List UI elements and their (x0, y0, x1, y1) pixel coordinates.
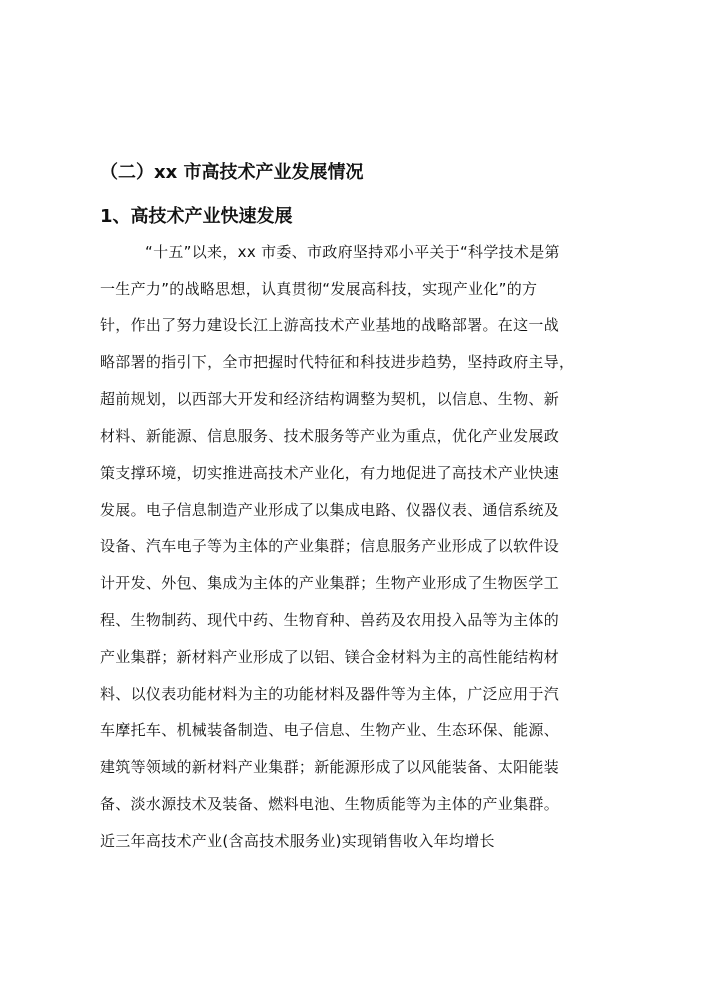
paragraph-line: 产业集群；新材料产业形成了以铝、镁合金材料为主的高性能结构材 (100, 648, 560, 666)
paragraph-line: 针，作出了努力建设长江上游高技术产业基地的战略部署。在这一战 (100, 316, 560, 334)
paragraph-line: 一生产力”的战略思想，认真贯彻“发展高科技，实现产业化”的方 (100, 280, 538, 298)
paragraph-line: 发展。电子信息制造产业形成了以集成电路、仪器仪表、通信系统及 (100, 501, 560, 519)
paragraph-line: 备、淡水源技术及装备、燃料电池、生物质能等为主体的产业集群。 (100, 795, 560, 813)
subheading: 1、高技术产业快速发展 (100, 206, 293, 227)
section-heading: （二）xx 市高技术产业发展情况 (100, 162, 364, 183)
paragraph-line: 程、生物制药、现代中药、生物育种、兽药及农用投入品等为主体的 (100, 611, 560, 629)
paragraph-line: “十五”以来，xx 市委、市政府坚持邓小平关于“科学技术是第 (145, 243, 560, 261)
paragraph-line: 建筑等领域的新材料产业集群；新能源形成了以风能装备、太阳能装 (100, 758, 560, 776)
paragraph-line: 超前规划，以西部大开发和经济结构调整为契机，以信息、生物、新 (100, 390, 560, 408)
paragraph-line: 料、以仪表功能材料为主的功能材料及器件等为主体，广泛应用于汽 (100, 685, 560, 703)
paragraph-line: 近三年高技术产业(含高技术服务业)实现销售收入年均增长 (100, 832, 495, 850)
paragraph-line: 车摩托车、机械装备制造、电子信息、生物产业、生态环保、能源、 (100, 721, 560, 739)
paragraph-line: 材料、新能源、信息服务、技术服务等产业为重点，优化产业发展政 (100, 427, 560, 445)
paragraph-line: 设备、汽车电子等为主体的产业集群；信息服务产业形成了以软件设 (100, 537, 560, 555)
paragraph-line: 策支撑环境，切实推进高技术产业化，有力地促进了高技术产业快速 (100, 464, 560, 482)
paragraph-line: 略部署的指引下，全市把握时代特征和科技进步趋势，坚持政府主导， (100, 353, 575, 371)
paragraph-line: 计开发、外包、集成为主体的产业集群；生物产业形成了生物医学工 (100, 574, 560, 592)
